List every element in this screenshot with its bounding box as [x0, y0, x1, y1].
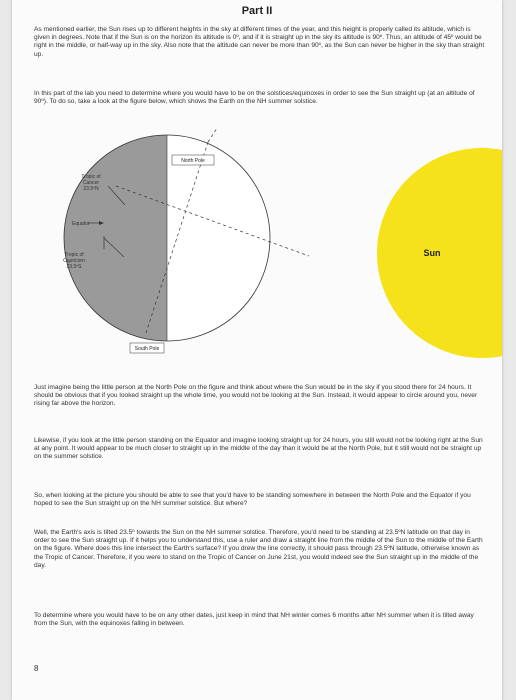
spacer — [222, 148, 380, 150]
svg-text:Tropic of: Tropic of — [81, 174, 101, 180]
equator-label: Equator — [72, 221, 90, 227]
paragraph-north-pole: Just imagine being the little person at the North Pole on the figure and think about where the Sun would be in the sky if you stood there for 24 hours. It should be obvious that if you looked straight up the whole time, you would not be looking at the Sun. Instead, it would appear to circle around you, never rising far above the horizon. — [34, 384, 478, 408]
sun — [377, 148, 502, 358]
paragraph-equator: Likewise, if you look at the little person standing on the Equator and imagine looking straight up for 24 hours, you still would not be looking right at the Sun at any point. It would appear to be much closer to straight up in the middle of the day than it would be at the North Pole, but it still would not be straight up on the summer solstice. — [34, 437, 483, 461]
page-number: 8 — [34, 664, 39, 673]
document-page — [12, 0, 502, 700]
sun-label: Sun — [423, 248, 441, 258]
axis-extension-north — [208, 128, 221, 142]
svg-text:23.5ºN: 23.5ºN — [83, 186, 99, 192]
earth — [52, 128, 309, 368]
svg-text:Capricorn: Capricorn — [63, 258, 85, 264]
paragraph-between: So, when looking at the picture you should be able to see that you'd have to be standing somewhere in between the North Pole and the Equator if you hoped to see the Sun straight up on the NH summer solstice. But where? — [34, 492, 471, 508]
svg-text:Tropic of: Tropic of — [64, 252, 84, 258]
tropic-of-cancer-label — [81, 174, 101, 192]
south-pole-label: South Pole — [134, 346, 160, 352]
page-title: Part II — [241, 5, 273, 17]
svg-text:Cancer: Cancer — [82, 180, 100, 186]
earth-solstice-figure — [12, 128, 502, 368]
earth-sun-diagram — [12, 128, 502, 368]
paragraph-other-dates: To determine where you would have to be on any other dates, just keep in mind that NH winter comes 6 months after NH summer when it is tilted away from the Sun, with the equinoxes falling in between. — [34, 612, 474, 628]
earth-night-side — [52, 128, 167, 368]
svg-text:23.5ºS: 23.5ºS — [66, 264, 82, 270]
north-pole-label: North Pole — [181, 158, 205, 164]
paragraph-tilt-explanation: Well, the Earth's axis is tilted 23.5º towards the Sun on the NH summer solstice. Therefore, you'd need to be standing at 23.5ºN latitude on that day in order to see the Sun straight up. If it helps you to understand this, use a ruler and draw a straight line from the middle of the Sun to the middle of the Earth on the figure. Where does this line intersect the Earth's surface? If you drew the line correctly, it should pass through 23.5ºN latitude, otherwise known as the Tropic of Cancer. Therefore, if you were to stand on the Tropic of Cancer on June 21st, you would indeed see the Sun straight up in the middle of the day. — [34, 529, 483, 569]
paragraph-altitude-intro: As mentioned earlier, the Sun rises up to different heights in the sky at different times of the year, and this height is properly called its altitude, which is given in degrees. Note that if the Sun is on the horizon its altitude is 0º, and if it is straight up in the sky its altitude is 90º. Thus, an altitude of 45º would be right in the middle, or half-way up in the sky. Also note that the altitude can never be more than 90º, as the Sun can never be higher in the sky than straight up. — [34, 26, 485, 58]
paragraph-instructions: In this part of the lab you need to determine where you would have to be on the solstices/equinoxes in order to see the Sun straight up (at an altitude of 90º). To do so, take a look at the figure below, which shows the Earth on the NH summer solstice. — [34, 90, 475, 106]
